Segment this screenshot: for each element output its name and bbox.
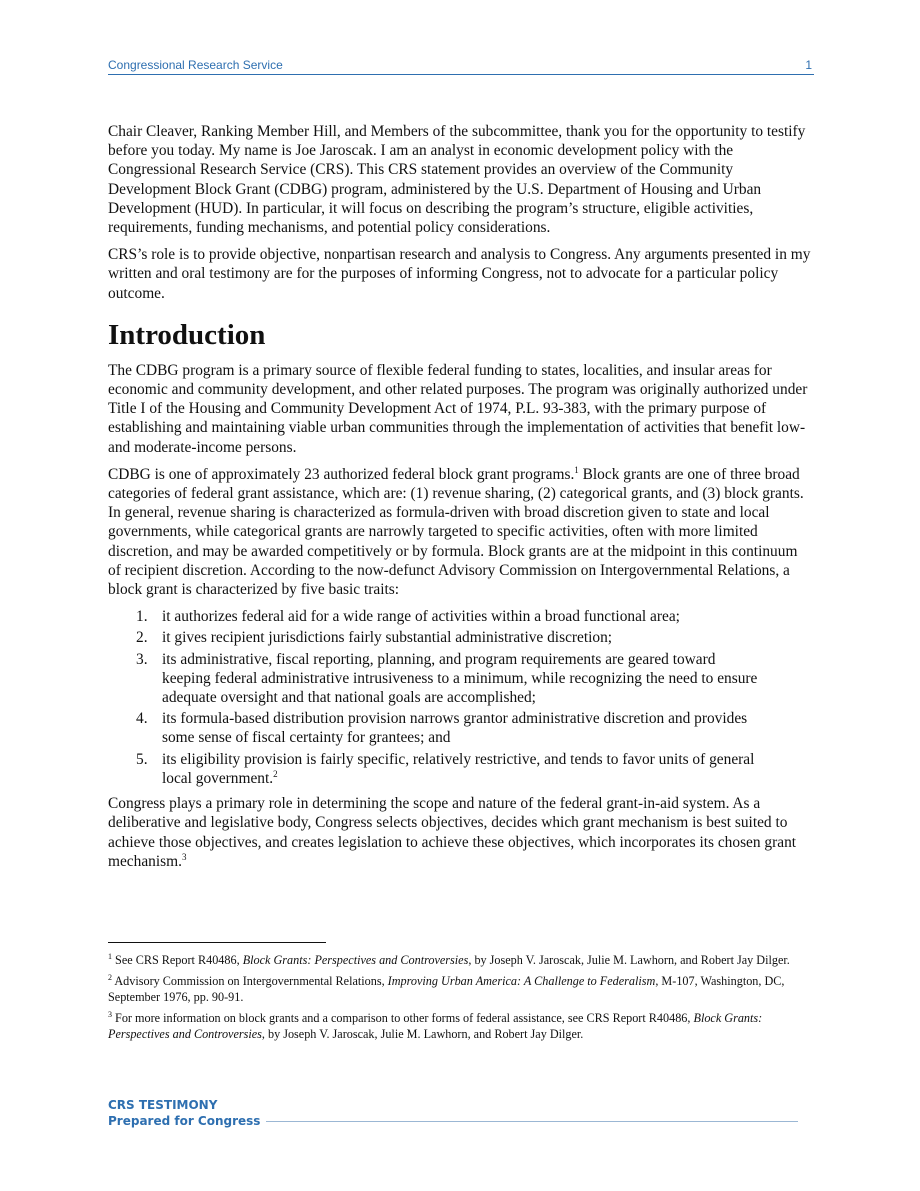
footer-rule <box>266 1121 798 1122</box>
footnote-ref-1[interactable]: 1 <box>574 464 579 475</box>
list-item: 4. its formula-based distribution provision narrows grantor administrative discretion and provides some sense of fiscal certainty for grantees; and <box>136 710 748 747</box>
footnote-ref-2[interactable]: 2 <box>273 768 278 779</box>
header-org: Congressional Research Service <box>108 58 283 72</box>
traits-list <box>108 607 814 788</box>
block-grant-paragraph: CDBG is one of approximately 23 authorized federal block grant programs.$^1$ Block grants are one of three broad categories of federal grant assistance, which are: (1) revenue sharing, (2) categorical grants, and (3) block grants. In general, revenue sharing is characterized as formula-driven with broad discretion given to state and local governments, while categorical grants are narrowly targeted to specific activities, often with more limited discretion, and may be awarded competitively or by formula. Block grants are at the midpoint in this continuum of recipient discretion. According to the now-defunct Advisory Commission on Intergovernmental Relations, a block grant is characterized by five basic traits: <box>108 464 804 599</box>
footnote-divider <box>108 942 326 943</box>
running-header <box>108 58 814 75</box>
footnote-1: $^1$ See CRS Report R40486, Block Grants: Perspectives and Controversies, by Joseph V. Jaroscak, Julie M. Lawhorn, and Robert Jay Dilger. <box>108 952 790 967</box>
opening-paragraph: Chair Cleaver, Ranking Member Hill, and Members of the subcommittee, thank you for the opportunity to testify before you today. My name is Joe Jaroscak. I am an analyst in economic development policy with the Congressional Research Service (CRS). This CRS statement provides an overview of the Community Development Block Grant (CDBG) program, administered by the U.S. Department of Housing and Urban Development (HUD). In particular, it will focus on describing the program’s structure, eligible activities, requirements, funding mechanisms, and potential policy considerations. <box>108 123 806 237</box>
section-heading: Introduction <box>108 318 266 351</box>
list-item: 2. it gives recipient jurisdictions fairly substantial administrative discretion; <box>136 629 613 647</box>
congress-role-paragraph: Congress plays a primary role in determining the scope and nature of the federal grant-in-aid system. As a deliberative and legislative body, Congress selects objectives, decides which grant mechanism is best suited to achieve those objectives, and creates legislation to achieve these objectives, which incorporates its chosen grant mechanism.$^3$ <box>108 795 797 870</box>
footnotes <box>108 952 814 1047</box>
list-item: 5. its eligibility provision is fairly specific, relatively restrictive, and tends to favor units of general local government.$^2$ <box>136 750 755 787</box>
list-item: 1. it authorizes federal aid for a wide range of activities within a broad functional area; <box>136 608 680 626</box>
document-body <box>108 122 814 879</box>
role-paragraph: CRS’s role is to provide objective, nonpartisan research and analysis to Congress. Any arguments presented in my written and oral testimony are for the purposes of informing Congress, not to advocate for a particular policy outcome. <box>108 246 811 302</box>
page-footer <box>108 1097 798 1129</box>
footnote-ref-3[interactable]: 3 <box>181 851 187 862</box>
footnote-3: $^3$ For more information on block grants and a comparison to other forms of federal assistance, see CRS Report R40486, Block Grants: Perspectives and Controversies, by Joseph V. Jaroscak, Julie M. Lawhorn, and Robert Jay Dilger. <box>108 1010 763 1041</box>
cdbg-overview-paragraph: The CDBG program is a primary source of flexible federal funding to states, localities, and insular areas for economic and community development, and other related purposes. The program was originally authorized under Title I of the Housing and Community Development Act of 1974, P.L. 93-383, with the primary purpose of establishing and maintaining viable urban communities through the implementation of activities that benefit low- and moderate-income persons. <box>108 361 808 456</box>
list-item: 3. its administrative, fiscal reporting, planning, and program requirements are geared toward keeping federal administrative intrusiveness to a minimum, while recognizing the need to ensure adequate oversight and that national goals are accomplished; <box>136 650 758 707</box>
footnote-2: $^2$ Advisory Commission on Intergovernmental Relations, Improving Urban America: A Challenge to Federalism, M-107, Washington, DC, September 1976, pp. 90-91. <box>108 973 785 1004</box>
footer-subtitle: Prepared for Congress <box>108 1114 261 1128</box>
footer-title: CRS TESTIMONY <box>108 1098 218 1112</box>
page-number: 1 <box>805 58 812 72</box>
